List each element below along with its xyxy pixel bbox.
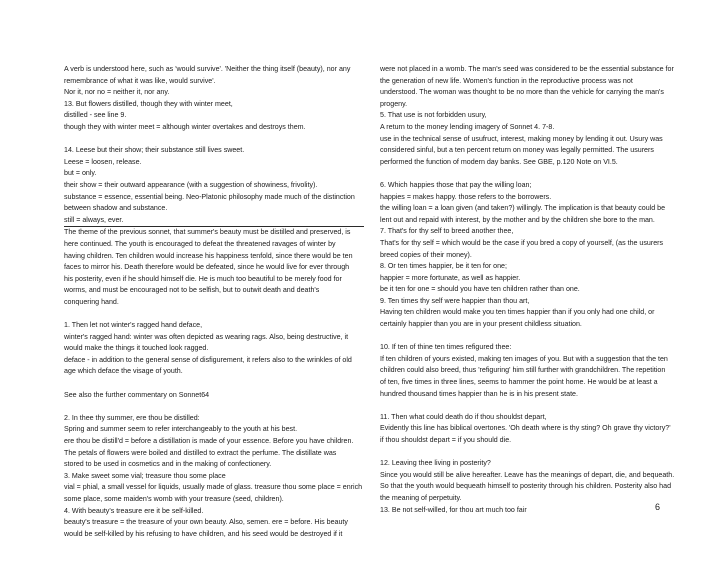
text-line: remembrance of what it was like, would survive'. <box>64 76 216 85</box>
text-line: 4. With beauty's treasure ere it be self-killed. <box>64 506 204 515</box>
text-line: understood. The woman was thought to be no more than the vehicle for carrying the man's <box>380 88 664 97</box>
text-line: ere thou be distill'd = before a distillation is made of your essence. Before you have children. <box>64 437 354 445</box>
text-line: 3. Make sweet some vial; treasure thou some place <box>64 471 226 480</box>
text-line: Leese = loosen, release. <box>64 157 142 166</box>
text-line: hundred thousand times happier than he is in his present state. <box>380 389 578 398</box>
text-line <box>380 331 674 343</box>
text-line: children could also breed, thus 'refiguring' him still further with grandchildren. The repetition <box>380 366 666 375</box>
text-line: 8. Or ten times happier, be it ten for one; <box>380 262 507 271</box>
text-line: breed copies of their money). <box>380 250 472 259</box>
text-line: were not placed in a womb. The man's seed was considered to be the essential substance for <box>380 65 674 73</box>
text-line <box>380 168 674 180</box>
text-line: 14. Leese but their show; their substance still lives sweet. <box>64 146 245 155</box>
text-line: here continued. The youth is encouraged to defeat the threatened ravages of winter by <box>64 239 336 248</box>
text-line: still = always, ever. <box>64 215 364 228</box>
right-column <box>380 64 674 516</box>
text-line: age which deface the visage of youth. <box>64 367 183 376</box>
text-line: faces to mirror his. Death therefore would be defeated, since he would live for ever through <box>64 263 350 272</box>
text-line: be it ten for one = should you have ten children rather than one. <box>380 285 580 294</box>
left-column <box>64 64 364 540</box>
text-line: his posterity, even if he should himself die. He is much too beautiful to be merely food for <box>64 274 342 283</box>
text-line: of ten, five times in three lines, seems to hammer the point home. He would be at least a <box>380 378 658 387</box>
text-line: use in the technical sense of usufruct, interest, making money by lending it out. Usury was <box>380 134 663 143</box>
text-line: deface - in addition to the general sense of disfigurement, it refers also to the wrinkles of old <box>64 355 352 364</box>
text-line <box>64 134 364 146</box>
text-line: Nor it, nor no = neither it, nor any. <box>64 88 170 97</box>
page-number: 6 <box>655 502 661 512</box>
text-line: Since you would still be alive hereafter. Leave has the meanings of depart, die, and bequeath. <box>380 470 674 479</box>
text-line: though they with winter meet = although winter overtakes and destroys them. <box>64 122 306 131</box>
text-line: stored to be used in cosmetics and in the making of confectionery. <box>64 460 272 469</box>
text-line: 11. Then what could death do if thou shouldst depart, <box>380 412 547 421</box>
text-line: their show = their outward appearance (with a suggestion of showiness, frivolity). <box>64 180 318 189</box>
text-line: See also the further commentary on Sonnet64 <box>64 390 210 399</box>
text-line: 12. Leaving thee living in posterity? <box>380 459 491 468</box>
text-line: 7. That's for thy self to breed another thee, <box>380 227 514 236</box>
text-line: If ten children of yours existed, making ten images of you. But with a suggestion that the ten <box>380 354 668 363</box>
text-line: the generation of new life. Women's function in the reproductive process was not <box>380 76 633 85</box>
text-line: if thou shouldst depart = if you should die. <box>380 436 512 444</box>
text-line: Spring and summer seem to refer interchangeably to the youth at his best. <box>64 425 298 434</box>
text-line: distilled - see line 9. <box>64 111 127 120</box>
text-line: 9. Ten times thy self were happier than thou art, <box>380 296 530 305</box>
text-line: substance = essence, essential being. Neo-Platonic philosophy made much of the distinction <box>64 192 355 201</box>
text-line: 13. But flowers distilled, though they with winter meet, <box>64 99 233 108</box>
text-line: certainly happier than you are in your present childless situation. <box>380 320 582 329</box>
text-line: happies = makes happy. those refers to the borrowers. <box>380 192 552 201</box>
text-line: conquering hand. <box>64 297 119 306</box>
text-line: 2. In thee thy summer, ere thou be distilled: <box>64 413 200 422</box>
text-line: worms, and must be encouraged not to be selfish, but to outwit death and death's <box>64 286 320 295</box>
text-line <box>64 308 364 320</box>
text-line: the meaning of perpetuity. <box>380 493 462 502</box>
text-line: would be self-killed by his refusing to have children, and his seed would be destroyed if it <box>64 529 343 538</box>
text-line: Evidently this line has biblical overtones. 'Oh death where is thy sting? Oh grave thy victory?' <box>380 424 671 433</box>
text-line <box>380 447 674 459</box>
text-line: between shadow and substance. <box>64 204 168 213</box>
text-line: the willing loan = a loan given (and taken?) willingly. The implication is that beauty could be <box>380 204 666 213</box>
text-line: The theme of the previous sonnet, that summer's beauty must be distilled and preserved, is <box>64 228 351 237</box>
text-line: beauty's treasure = the treasure of your own beauty. Also, semen. ere = before. His beauty <box>64 518 348 527</box>
text-line <box>64 378 364 390</box>
text-line: progeny. <box>380 99 408 108</box>
text-line: A return to the money lending imagery of Sonnet 4. 7-8. <box>380 122 555 131</box>
text-line: A verb is understood here, such as 'would survive'. 'Neither the thing itself (beauty), nor any <box>64 65 351 73</box>
text-line: Having ten children would make you ten times happier than if you only had one child, or <box>380 308 655 317</box>
text-line: The petals of flowers were boiled and distilled to extract the perfume. The distillate was <box>64 448 337 457</box>
text-line: 13. Be not self-willed, for thou art much too fair <box>380 505 527 514</box>
text-line: performed the function of modern day banks. See GBE, p.120 Note on VI.5. <box>380 157 618 166</box>
text-line: some place, some maiden's womb with your treasure (seed, children). <box>64 494 284 503</box>
text-line: So that the youth would bequeath himself to posterity through his children. Posterity also had <box>380 482 672 491</box>
text-line: 6. Which happies those that pay the willing loan; <box>380 180 532 189</box>
text-line: 5. That use is not forbidden usury, <box>380 111 487 120</box>
text-line: would make the things it touched look ragged. <box>64 344 209 353</box>
text-line <box>380 400 674 412</box>
text-line: 10. If ten of thine ten times refigured thee: <box>380 343 512 352</box>
text-line: happier = more fortunate, as well as happier. <box>380 273 521 282</box>
text-line: vial = phial, a small vessel for liquids, usually made of glass. treasure thou some place = enrich <box>64 483 363 492</box>
text-line: winter's ragged hand: winter was often depicted as wearing rags. Also, being destructive, it <box>64 332 349 341</box>
text-line: having children. Ten children would increase his happiness tenfold, since there would be ten <box>64 251 353 260</box>
text-line <box>64 401 364 413</box>
text-line: That's for thy self = which would be the case if you bred a copy of yourself, (as the usurers <box>380 238 664 247</box>
text-line: lent out and repaid with interest, by the mother and by the children she bore to the man. <box>380 215 655 224</box>
text-line: considered sinful, but a ten percent return on money was legally permitted. The usurers <box>380 146 654 155</box>
text-line: 1. Then let not winter's ragged hand deface, <box>64 321 203 330</box>
text-line: but = only. <box>64 169 97 178</box>
